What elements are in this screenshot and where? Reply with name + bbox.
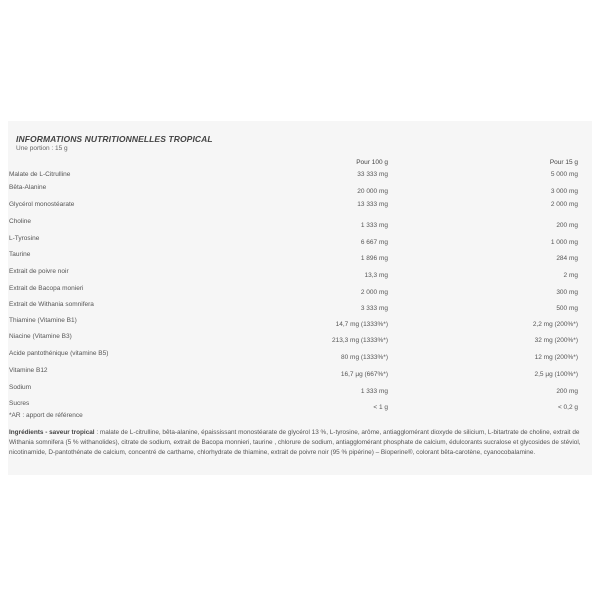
- nutrient-name: Extrait de Withania somnifera: [9, 301, 94, 308]
- nutrient-name: Bêta-Alanine: [9, 184, 47, 191]
- nutrient-name: Taurine: [9, 251, 31, 258]
- nutrient-name: L-Tyrosine: [9, 235, 40, 242]
- nutrient-name: Sucres: [9, 400, 30, 407]
- value-per100: 213,3 mg (1333%*): [331, 337, 388, 344]
- page-title: INFORMATIONS NUTRITIONNELLES TROPICAL: [16, 134, 213, 144]
- nutrient-name: Acide pantothénique (vitamine B5): [9, 350, 109, 357]
- table-row: [0, 285, 600, 297]
- value-per100: 13 333 mg: [357, 201, 388, 208]
- value-per15: 200 mg: [556, 388, 578, 395]
- nutrient-name: Choline: [9, 218, 32, 225]
- value-per15: 12 mg (200%*): [534, 354, 578, 361]
- value-per100: 13,3 mg: [364, 272, 388, 279]
- table-row: [0, 384, 600, 396]
- table-row: [0, 301, 600, 313]
- value-per100: 16,7 µg (667%*): [340, 371, 388, 378]
- ingredients-paragraph: [9, 428, 581, 458]
- value-per15: 300 mg: [556, 289, 578, 296]
- column-header-per15: Pour 15 g: [549, 159, 578, 166]
- table-row: [0, 333, 600, 345]
- value-per100: 1 896 mg: [360, 255, 388, 262]
- value-per100: 33 333 mg: [357, 171, 388, 178]
- table-row: [0, 367, 600, 379]
- value-per100: 3 333 mg: [360, 305, 388, 312]
- value-per100: 20 000 mg: [357, 188, 388, 195]
- value-per100: 80 mg (1333%*): [341, 354, 388, 361]
- table-row: [0, 350, 600, 362]
- table-row: [0, 184, 600, 196]
- portion-size: Une portion : 15 g: [16, 145, 68, 152]
- value-per15: 2,2 mg (200%*): [532, 321, 578, 328]
- nutrient-name: Extrait de Bacopa monieri: [9, 285, 84, 292]
- nutrient-name: Sodium: [9, 384, 32, 391]
- nutrient-name: Glycérol monostéarate: [9, 201, 75, 208]
- nutrient-name: Thiamine (Vitamine B1): [9, 317, 77, 324]
- value-per15: 3 000 mg: [550, 188, 578, 195]
- value-per100: 1 333 mg: [360, 222, 388, 229]
- nutrient-name: Malate de L-Citrulline: [9, 171, 71, 178]
- ingredients-label: Ingrédients - saveur tropical: [9, 429, 95, 436]
- nutrient-name: Vitamine B12: [9, 367, 48, 374]
- table-row: [0, 235, 600, 247]
- value-per15: 2 000 mg: [550, 201, 578, 208]
- value-per15: 500 mg: [556, 305, 578, 312]
- table-row: [0, 251, 600, 263]
- value-per15: 5 000 mg: [550, 171, 578, 178]
- value-per100: 14,7 mg (1333%*): [335, 321, 388, 328]
- table-row: [0, 268, 600, 280]
- table-row: [0, 171, 600, 183]
- table-row: [0, 218, 600, 230]
- value-per15: 2,5 µg (100%*): [534, 371, 578, 378]
- column-header-per100: Pour 100 g: [356, 159, 388, 166]
- value-per100: 1 333 mg: [360, 388, 388, 395]
- value-per15: 32 mg (200%*): [534, 337, 578, 344]
- value-per100: 6 667 mg: [360, 239, 388, 246]
- table-row: [0, 400, 600, 412]
- footnote: *AR : apport de référence: [9, 412, 83, 419]
- ingredients-text: : malate de L-citrulline, bêta-alanine, épaississant monostéarate de glycérol 13 %, L-tyrosine, arôme, antiagglomérant dioxyde de silicium, L-bitartrate de choline, extrait de Withania somnifera (5 % withanolides), citrate de sodium, extrait de Bacopa monnieri, taurine , chlorure de sodium, antiagglomérant phosphate de calcium, édulcorants sucralose et glycosides de stéviol, nicotinamide, D-pantothénate de calcium, concentré de carthame, chlorhydrate de thiamine, extrait de poivre noir (95 % pipérine) – Bioperine®, colorant bêta-carotène, cyanocobalamine.: [9, 429, 581, 456]
- nutrient-name: Extrait de poivre noir: [9, 268, 69, 275]
- nutrient-name: Niacine (Vitamine B3): [9, 333, 72, 340]
- table-row: [0, 317, 600, 329]
- value-per15: 284 mg: [556, 255, 578, 262]
- value-per15: 200 mg: [556, 222, 578, 229]
- value-per100: < 1 g: [373, 404, 388, 411]
- value-per15: 1 000 mg: [550, 239, 578, 246]
- value-per15: 2 mg: [563, 272, 578, 279]
- table-row: [0, 201, 600, 213]
- value-per100: 2 000 mg: [360, 289, 388, 296]
- value-per15: < 0,2 g: [557, 404, 578, 411]
